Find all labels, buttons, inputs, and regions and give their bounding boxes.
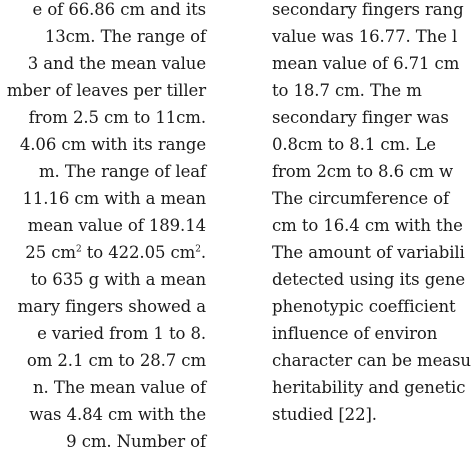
text-line: mary fingers showed a bbox=[17, 297, 206, 316]
text-line: phenotypic coefficient bbox=[272, 297, 456, 316]
text-line: e varied from 1 to 8. bbox=[37, 324, 206, 343]
text-line: e of 66.86 cm and its bbox=[32, 0, 206, 19]
text-line: to 18.7 cm. The m bbox=[272, 81, 422, 100]
text-line: studied [22]. bbox=[272, 405, 377, 424]
text-line: to 635 g with a mean bbox=[30, 270, 206, 289]
text-line: heritability and genetic bbox=[272, 378, 466, 397]
text-line: n. The mean value of bbox=[33, 378, 206, 397]
text-line: secondary finger was bbox=[272, 108, 449, 127]
text-line: The circumference of bbox=[272, 189, 450, 208]
superscript: 2 bbox=[195, 244, 201, 255]
text-line: 25 $cm^2$ to 422.05 $cm^2$. bbox=[25, 243, 206, 262]
text-line: mber of leaves per tiller bbox=[6, 81, 206, 100]
text-line: character can be measu bbox=[272, 351, 471, 370]
text-line: 9 cm. Number of bbox=[66, 432, 206, 451]
text-line: 3 and the mean value bbox=[27, 54, 206, 73]
text-line: cm to 16.4 cm with the bbox=[272, 216, 463, 235]
text-line: 0.8cm to 8.1 cm. Le bbox=[272, 135, 436, 154]
text-line: detected using its gene bbox=[272, 270, 466, 289]
text-line: The amount of variabili bbox=[272, 243, 465, 262]
text-line: mean value of 189.14 bbox=[27, 216, 206, 235]
text-line: influence of environ bbox=[272, 324, 438, 343]
text-line: value was 16.77. The l bbox=[272, 27, 458, 46]
text-line: secondary fingers rang bbox=[272, 0, 464, 19]
text-line: 13cm. The range of bbox=[44, 27, 206, 46]
text-line: from 2cm to 8.6 cm w bbox=[272, 162, 453, 181]
text-line: 11.16 cm with a mean bbox=[22, 189, 206, 208]
text-line: om 2.1 cm to 28.7 cm bbox=[26, 351, 206, 370]
text-line: m. The range of leaf bbox=[39, 162, 206, 181]
text-line: was 4.84 cm with the bbox=[29, 405, 206, 424]
text-line: from 2.5 cm to 11cm. bbox=[28, 108, 206, 127]
text-line: 4.06 cm with its range bbox=[19, 135, 206, 154]
text-line: mean value of 6.71 cm bbox=[272, 54, 460, 73]
superscript: 2 bbox=[75, 244, 82, 255]
